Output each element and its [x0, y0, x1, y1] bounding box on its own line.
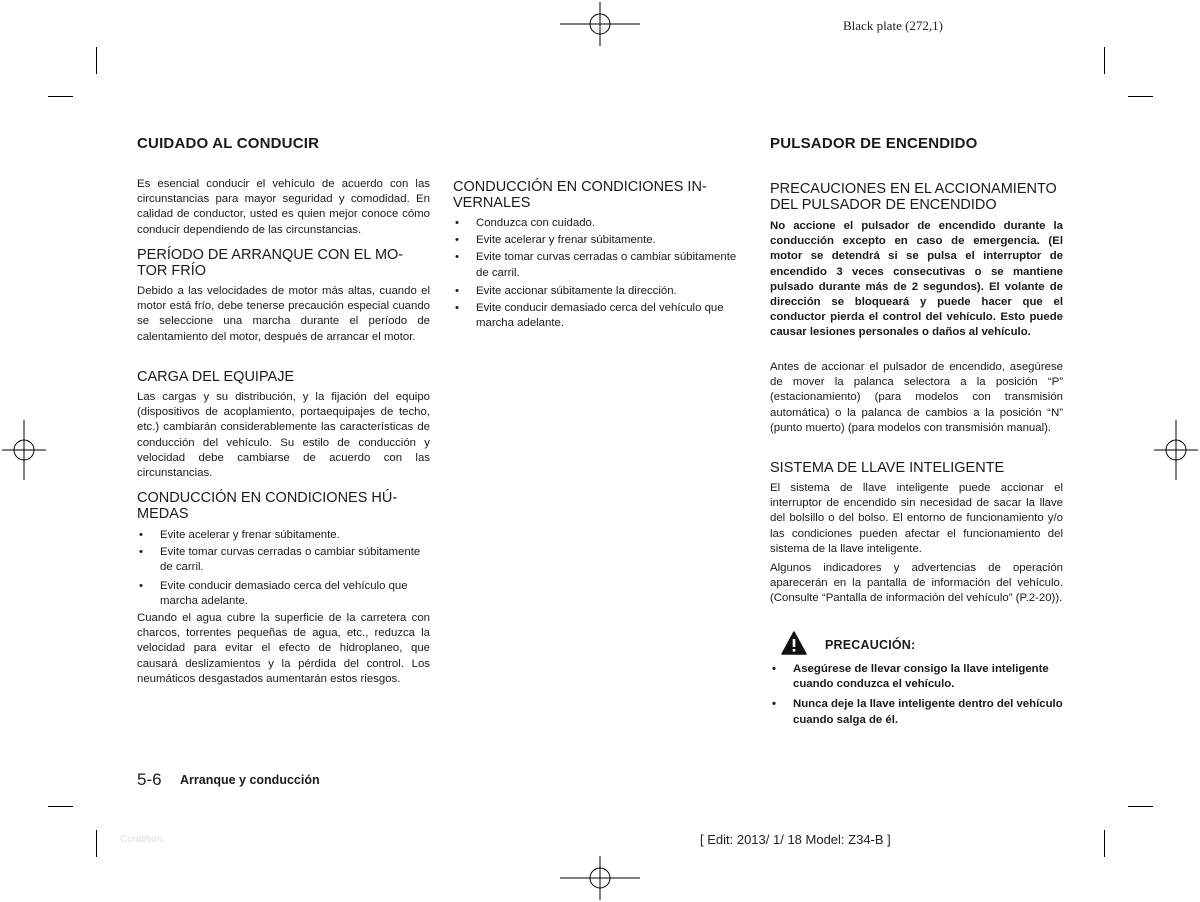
registration-mark-right: [1154, 420, 1198, 480]
list-item: • Evite conducir demasiado cerca del vehículo que marcha adelante.: [139, 579, 408, 607]
text-llave-inteligente: El sistema de llave inteligente puede accionar el interruptor de encendido sin necesidad de sacar la llave del bolsillo o del bolso. El entorno de funcionamiento y/o las condiciones pueden afectar el funcionamiento del sistema de la llave inteligente.: [770, 482, 1063, 555]
list-item: • Evite tomar curvas cerradas o cambiar súbitamente de carril.: [139, 546, 421, 574]
caution-title: PRECAUCIÓN:: [825, 638, 916, 652]
registration-mark-bottom: [560, 856, 640, 900]
title-condiciones-invernales: CONDUCCIÓN EN CONDICIONES IN-VERNALES: [453, 179, 707, 211]
list-caution: [770, 662, 1063, 728]
list-item: • Evite accionar súbitamente la dirección.: [455, 284, 677, 297]
section-name: Arranque y conducción: [180, 773, 320, 787]
title-condiciones-humedas: CONDUCCIÓN EN CONDICIONES HÚ-MEDAS: [137, 490, 398, 522]
list-item: • Evite conducir demasiado cerca del vehículo que marcha adelante.: [455, 302, 724, 330]
title-carga-equipaje: CARGA DEL EQUIPAJE: [137, 369, 295, 385]
warning-triangle-icon: [781, 631, 807, 655]
list-item: • Evite tomar curvas cerradas o cambiar súbitamente de carril.: [455, 251, 737, 279]
text-carga-equipaje: Las cargas y su distribución, y la fijación del equipo (dispositivos de acoplamiento, portaequipajes de techo, etc.) cambiarán considerablemente las características de conducción del vehículo. Su estilo de conducción y velocidad debe cambiarse de acuerdo con las circunstancias.: [137, 391, 430, 480]
title-arranque-frio: PERÍODO DE ARRANQUE CON EL MO-TOR FRÍO: [137, 247, 404, 279]
list-condiciones-humedas: [137, 528, 430, 609]
plate-label: Black plate (272,1): [843, 18, 943, 33]
list-item: • Nunca deje la llave inteligente dentro del vehículo cuando salga de él.: [772, 698, 1063, 726]
page-number: 5-6: [137, 770, 162, 789]
text-condiciones-humedas: Cuando el agua cubre la superficie de la carretera con charcos, torrentes pequeñas de agua, etc., reduzca la velocidad para evitar el efecto de hidroplaneo, que causará deslizamientos y la pérdida del control. Los neumáticos desgastados aumentarán estos riesgos.: [137, 612, 430, 685]
list-item: • Evite acelerar y frenar súbitamente.: [455, 234, 656, 247]
title-llave-inteligente: SISTEMA DE LLAVE INTELIGENTE: [770, 460, 1005, 476]
intro-text: Es esencial conducir el vehículo de acuerdo con las circunstancias para mayor seguridad y comodidad. En calidad de conductor, usted es quien mejor conoce cómo conducir dependiendo de las circunstancias.: [137, 178, 430, 236]
list-item: • Conduzca con cuidado.: [455, 217, 596, 229]
registration-mark-top: [560, 2, 640, 46]
text-indicadores: Algunos indicadores y advertencias de operación aparecerán en la pantalla de información del vehículo. (Consulte “Pantalla de información del vehículo” (P.2-20)).: [770, 562, 1063, 605]
title-precauciones-pulsador: PRECAUCIONES EN EL ACCIONAMIENTO DEL PULSADOR DE ENCENDIDO: [770, 181, 1057, 213]
heading-cuidado: CUIDADO AL CONDUCIR: [137, 135, 320, 152]
condition-label: Condition:: [120, 834, 166, 845]
list-item: • Evite acelerar y frenar súbitamente.: [139, 529, 340, 541]
text-arranque-frio: Debido a las velocidades de motor más altas, cuando el motor está frío, debe tenerse precaución especial cuando se seleccione una marcha durante el período de calentamiento del motor, después de arrancar el motor.: [137, 285, 430, 343]
registration-mark-left: [2, 420, 46, 480]
heading-pulsador: PULSADOR DE ENCENDIDO: [770, 135, 978, 152]
text-pulsador: Antes de accionar el pulsador de encendido, asegúrese de mover la palanca selectora a la posición “P” (estacionamiento) (para modelos con transmisión automática) o la palanca de cambios a la posición “N” (punto muerto) (para modelos con transmisión manual).: [770, 361, 1063, 434]
list-item: • Asegúrese de llevar consigo la llave inteligente cuando conduzca el vehículo.: [772, 663, 1049, 691]
warning-text-pulsador: No accione el pulsador de encendido durante la conducción excepto en caso de emergencia. (El motor se detendrá si se pulsa el interruptor de encendido 3 veces consecutivas o se mantiene pulsado durante más de 2 segundos). El volante de dirección se bloqueará y puede hacer que el conductor pierda el control del vehículo. Esto puede causar lesiones personales o daños al vehículo.: [770, 220, 1063, 339]
edit-info: [ Edit: 2013/ 1/ 18 Model: Z34-B ]: [700, 832, 891, 847]
list-condiciones-invernales: [453, 216, 747, 331]
